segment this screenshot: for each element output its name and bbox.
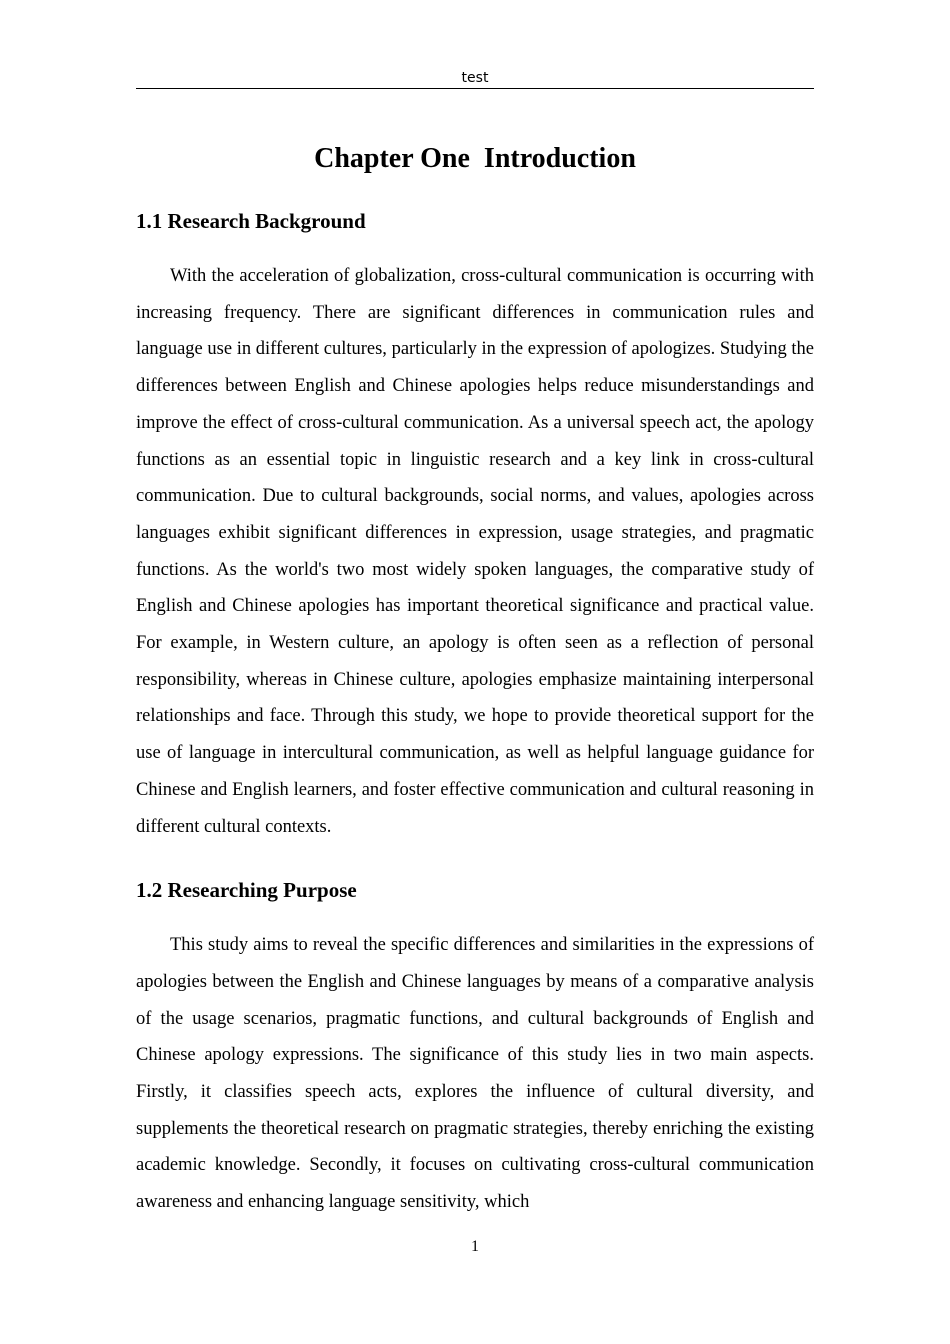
page-header: test — [136, 68, 814, 89]
section-heading-researching-purpose: 1.2 Researching Purpose — [136, 878, 357, 903]
page-number: 1 — [471, 1238, 479, 1255]
section-heading-research-background: 1.1 Research Background — [136, 209, 366, 233]
paragraph-research-background: With the acceleration of globalization, cross-cultural communication is occurring with increasing frequency. There are significant differences in communication rules and language use in different cultures, particularly in the expression of apologizes. Studying the differences between English and Chinese apologies helps reduce misunderstandings and improve the effect of cross-cultural communication. As a universal speech act, the apology functions as an essential topic in linguistic research and a key link in cross-cultural communication. Due to cultural backgrounds, social norms, and values, apologies across languages exhibit significant differences in expression, usage strategies, and pragmatic functions. As the world's two most widely spoken languages, the comparative study of English and Chinese apologies has important theoretical significance and practical value. For example, in Western culture, an apology is often seen as a reflection of personal responsibility, whereas in Chinese culture, apologies emphasize maintaining interpersonal relationships and face. Through this study, we hope to provide theoretical support for the use of language in intercultural communication, as well as helpful language guidance for Chinese and English learners, and foster effective communication and cultural reasoning in different cultural contexts. — [136, 266, 814, 837]
document-body — [136, 136, 814, 1221]
chapter-title: Chapter One Introduction — [314, 143, 636, 174]
paragraph-researching-purpose: This study aims to reveal the specific differences and similarities in the expressions of apologies between the English and Chinese languages by means of a comparative analysis of the usage scenarios, pragmatic functions, and cultural backgrounds of English and Chinese apology expressions. The significance of this study lies in two main aspects. Firstly, it classifies speech acts, explores the influence of cultural diversity, and supplements the theoretical research on pragmatic strategies, thereby enriching the existing academic knowledge. Secondly, it focuses on cultivating cross-cultural communication awareness and enhancing language sensitivity, which — [136, 935, 814, 1213]
